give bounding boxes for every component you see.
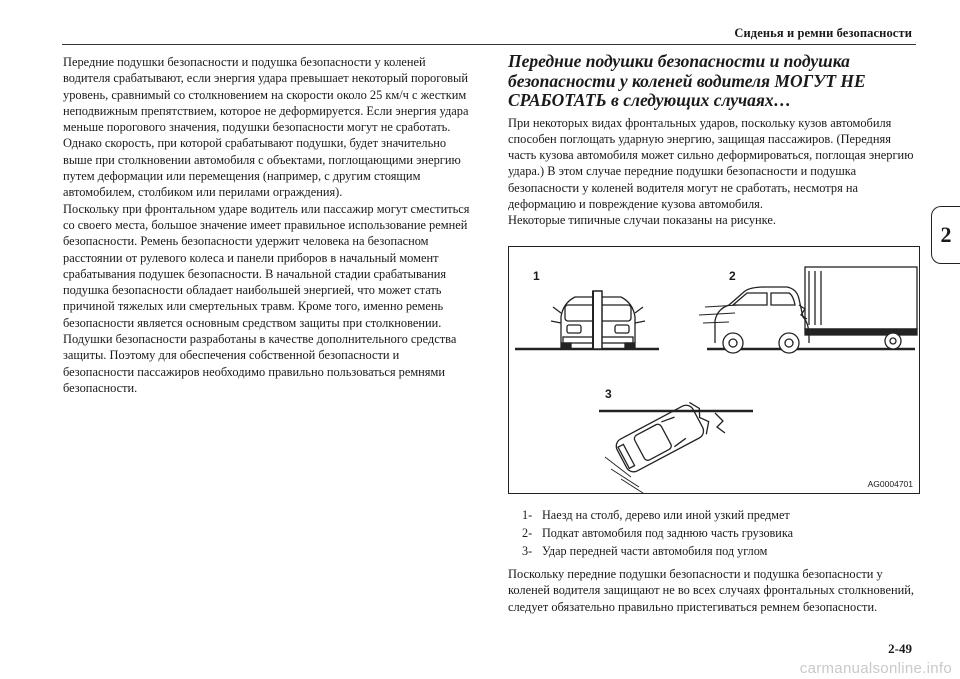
left-column [63, 54, 473, 396]
final-paragraph: Поскольку передние подушки безопасности и подушка безопасности у коленей водителя защищают не во всех случаях фронтальных столкновений, следует обязательно правильно пристегиваться ремнем безопасности. [508, 567, 914, 614]
right-paragraph-2: Некоторые типичные случаи показаны на рисунке. [508, 213, 776, 228]
running-header: Сиденья и ремни безопасности [734, 26, 912, 40]
left-paragraph-2: Поскольку при фронтальном ударе водитель или пассажир могут сместиться со своего места, большое значение имеет правильное использование ремней безопасности. Ремень безопасности удержит человека на безопасном расстоянии от рулевого колеса и панели приборов в начальный момент срабатывания подушек безопасности. В начальной стадии срабатывания подушка безопасности обладает наибольшей энергией, что может стать причиной тяжелых или смертельных травм. Кроме того, именно ремень безопасности является основным средством защиты при столкновении. Подушки безопасности разработаны в качестве дополнительного средства защиты. Поэтому для обеспечения собственной безопасности и безопасности пассажиров необходимо правильно пользоваться ремнями безопасности. [63, 201, 470, 395]
right-paragraph-1: При некоторых видах фронтальных ударов, поскольку кузов автомобиля способен поглощать ударную энергию, защищая пассажиров. (Передняя часть кузова автомобиля может сильно деформироваться, поглощая энергию удара.) В этом случае передние подушки безопасности и подушка безопасности у коленей водителя могут не сработать, несмотря на деформацию и повреждение кузова автомобиля. [508, 115, 914, 211]
figure-code: AG0004701 [867, 479, 913, 489]
figure-label-3: 3 [605, 387, 612, 401]
right-column [508, 52, 920, 229]
legend-item-number: 3- [522, 544, 533, 558]
legend-item-number: 2- [522, 526, 533, 540]
left-paragraph-1: Передние подушки безопасности и подушка безопасности у коленей водителя срабатывают, если энергия удара превышает некоторый пороговый уровень, сравнимый со столкновением на скорости около 25 км/ч с жестким неподвижным препятствием, которое не деформируется. Если энергия удара меньше порогового значения, подушки безопасности могут не сработать. Однако скорость, при которой срабатывают подушки, будет значительно выше при столкновении автомобиля с объектами, поглощающими энергию путем деформации или перемещения (например, с другим стоящим автомобилем, столбиком или перилами ограждения). [63, 55, 469, 200]
legend-item [522, 524, 922, 542]
header-rule [62, 44, 916, 45]
page-number: 2-49 [888, 641, 912, 656]
legend-item [522, 542, 922, 560]
pole-collision-illustration [515, 291, 659, 349]
crash-illustration [509, 247, 921, 495]
legend-item-text: Удар передней части автомобиля под углом [542, 544, 768, 558]
angled-collision-illustration [599, 399, 753, 493]
legend-item-text: Подкат автомобиля под заднюю часть грузовика [542, 526, 793, 540]
crash-scenarios-figure [508, 246, 920, 494]
watermark: carmanualsonline.info [799, 660, 952, 677]
figure-legend [522, 506, 922, 560]
legend-item-number: 1- [522, 508, 533, 522]
chapter-tab[interactable]: 2 [931, 206, 960, 264]
legend-item-text: Наезд на столб, дерево или иной узкий предмет [542, 508, 790, 522]
legend-item [522, 506, 922, 524]
figure-label-2: 2 [729, 269, 736, 283]
section-heading: Передние подушки безопасности и подушка безопасности у коленей водителя МОГУТ НЕ СРАБОТАТЬ в следующих случаях… [508, 51, 866, 110]
figure-label-1: 1 [533, 269, 540, 283]
